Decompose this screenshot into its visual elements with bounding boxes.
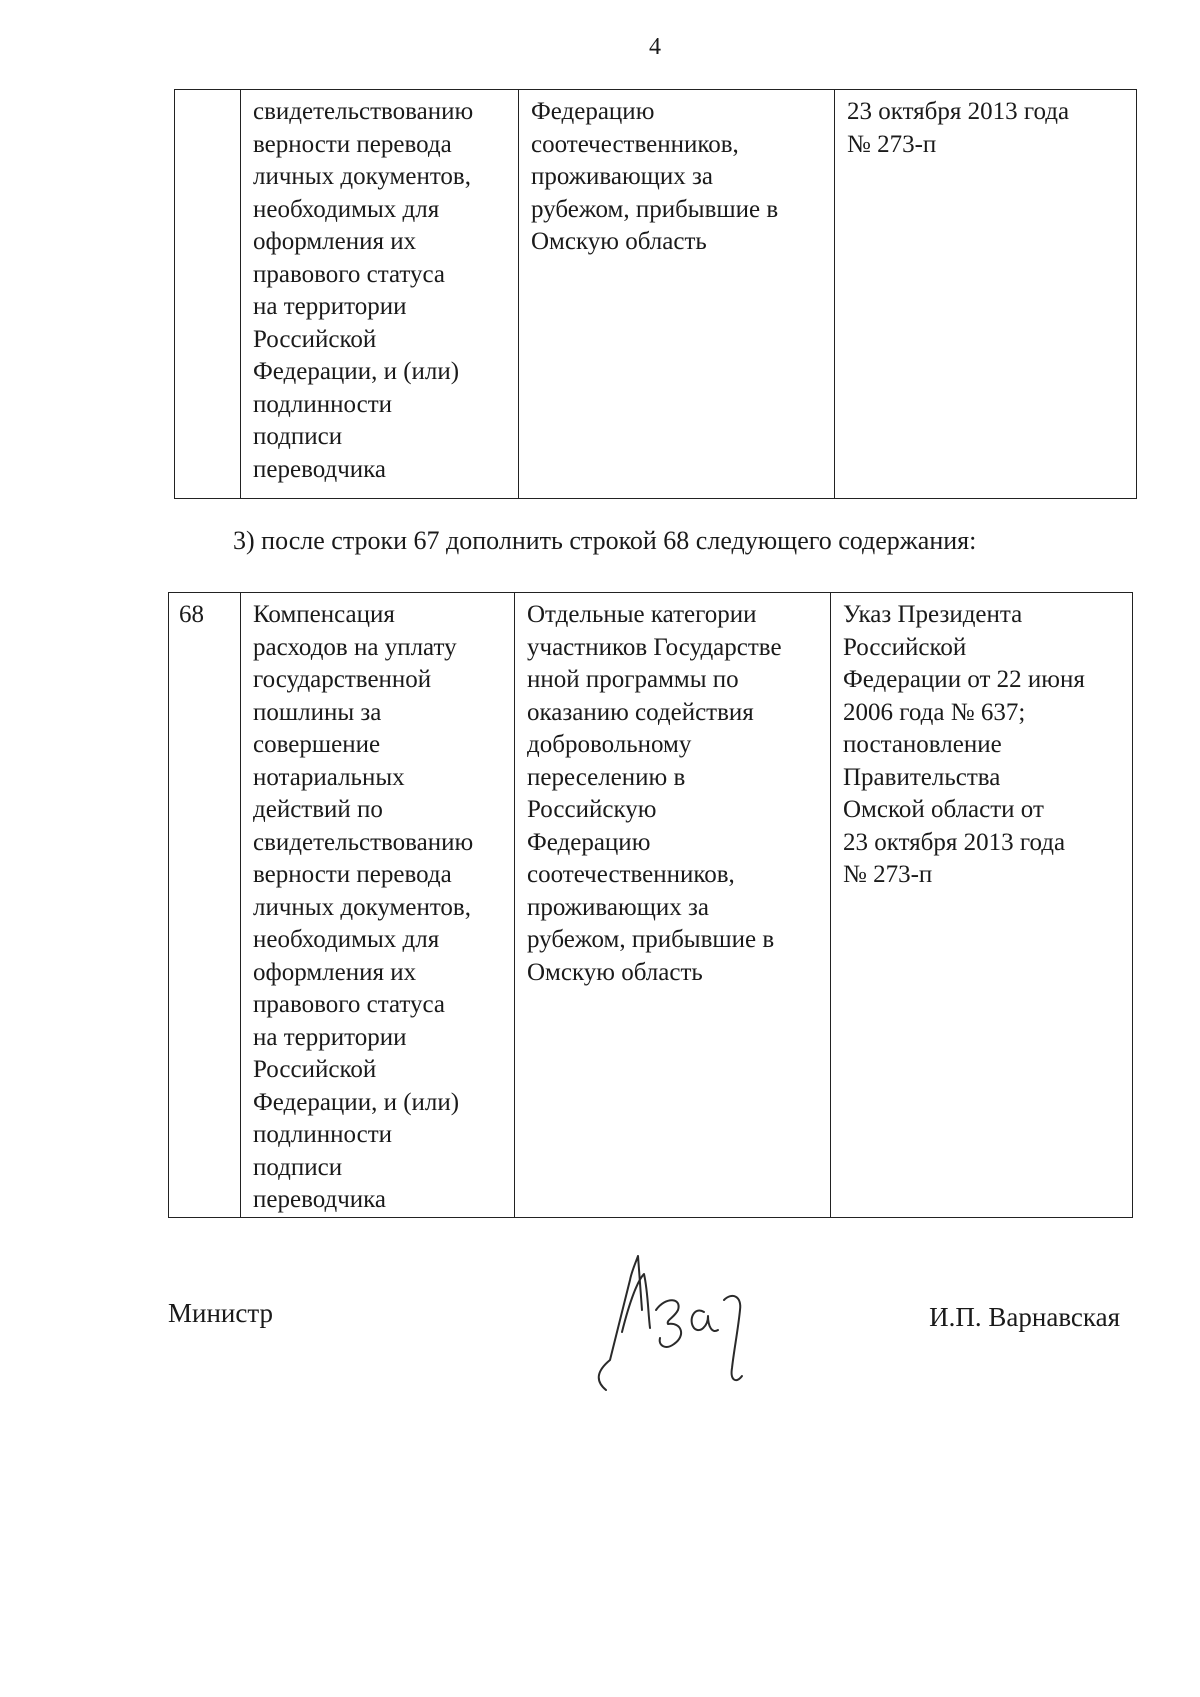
legal-basis-cell: 23 октября 2013 года № 273-п [835,90,1137,499]
amendment-instruction: 3) после строки 67 дополнить строкой 68 следующего содержания: [233,526,977,555]
new-row-table [168,592,1133,1218]
signer-role: Министр [168,1298,273,1328]
row-number-cell: 68 [169,593,241,1218]
legal-basis-cell: Указ Президента Российской Федерации от 22 июня 2006 года № 637; постановление Правительства Омской области от 23 октября 2013 года № 273-п [831,593,1133,1218]
continued-table [174,89,1137,499]
recipients-cell: Федерацию соотечественников, проживающих за рубежом, прибывшие в Омскую область [519,90,835,499]
page-number: 4 [649,34,661,60]
row-number-cell [175,90,241,499]
table-row [175,90,1137,499]
service-cell: Компенсация расходов на уплату государственной пошлины за совершение нотариальных действий по свидетельствованию верности перевода личных документов, необходимых для оформления их правового статуса на территории Российской Федерации, и (или) подлинности подписи переводчика [241,593,515,1218]
signer-name: И.П. Варнавская [929,1302,1120,1332]
recipients-cell: Отдельные категории участников Государстве нной программы по оказанию содействия добровольному переселению в Российскую Федерацию соотечественников, проживающих за рубежом, прибывшие в Омскую область [515,593,831,1218]
handwritten-signature [586,1240,766,1400]
signature-block [168,1240,1120,1400]
service-cell: свидетельствованию верности перевода личных документов, необходимых для оформления их правового статуса на территории Российской Федерации, и (или) подлинности подписи переводчика [241,90,519,499]
table-row [169,593,1133,1218]
